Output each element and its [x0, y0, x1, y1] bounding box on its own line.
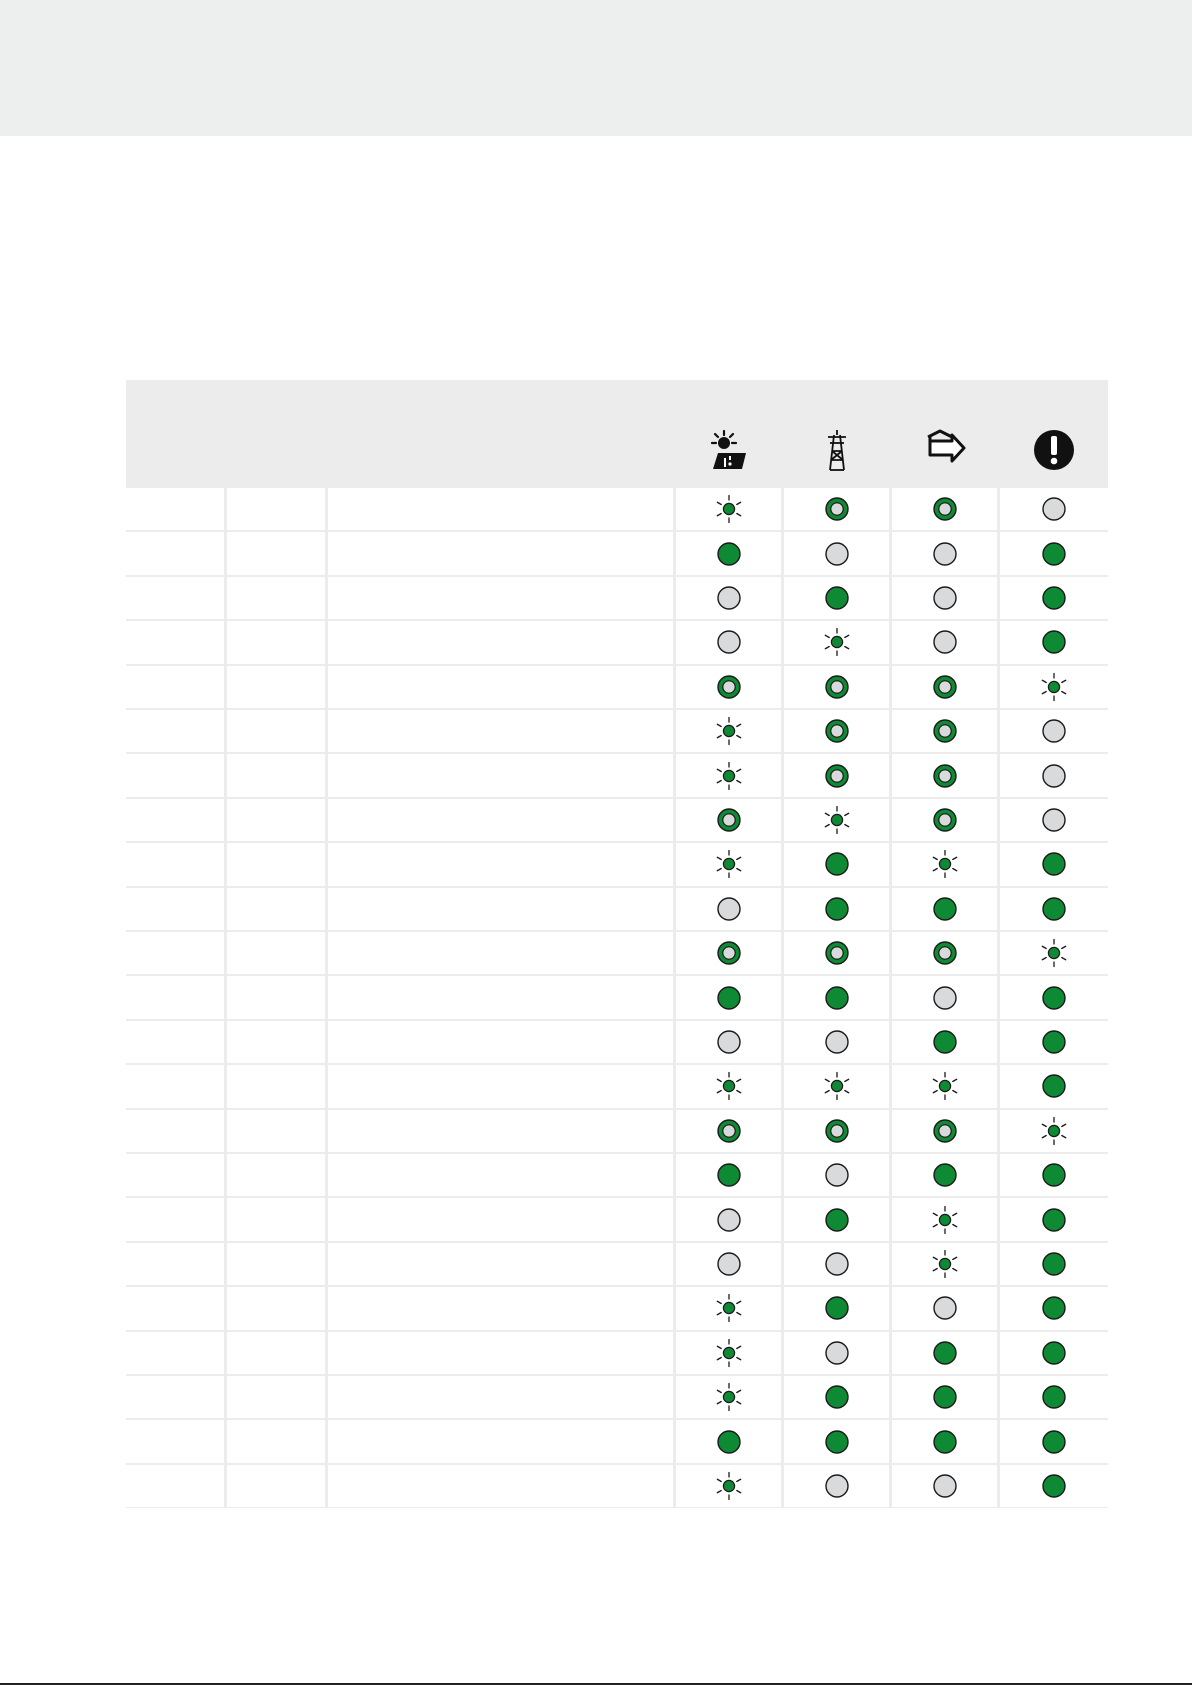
led-on-icon: [716, 985, 742, 1011]
led-on-icon: [1041, 896, 1067, 922]
header-cell-pv: [676, 413, 781, 486]
led-cell-backup: [892, 888, 997, 930]
header-cell-code: [126, 380, 224, 476]
led-cell-fault: [1000, 976, 1108, 1018]
row-code-cell: [126, 1465, 224, 1507]
row-description-cell: [328, 1376, 673, 1418]
led-on-icon: [716, 1429, 742, 1455]
led-cell-fault: [1000, 1198, 1108, 1240]
row-type-cell: [227, 1332, 325, 1374]
header-cell-backup: [892, 413, 997, 486]
row-description-cell: [328, 532, 673, 574]
header-cell-type: [227, 380, 325, 476]
led-on-icon: [932, 1340, 958, 1366]
led-on-icon: [932, 1429, 958, 1455]
led-cell-grid: [784, 1376, 889, 1418]
led-cell-grid: [784, 1110, 889, 1152]
row-code-cell: [126, 1021, 224, 1063]
led-cell-fault: [1000, 932, 1108, 974]
row-description-cell: [328, 710, 673, 752]
led-on-icon: [716, 541, 742, 567]
led-on-icon: [824, 1429, 850, 1455]
led-cell-backup: [892, 799, 997, 841]
row-code-cell: [126, 532, 224, 574]
row-code-cell: [126, 888, 224, 930]
led-cell-pv: [676, 1110, 781, 1152]
row-description-cell: [328, 1287, 673, 1329]
led-off-icon: [932, 985, 958, 1011]
row-description-cell: [328, 888, 673, 930]
led-cell-backup: [892, 1110, 997, 1152]
led-cell-fault: [1000, 1420, 1108, 1462]
row-type-cell: [227, 532, 325, 574]
row-code-cell: [126, 577, 224, 619]
led-on-icon: [1041, 1207, 1067, 1233]
led-cell-fault: [1000, 754, 1108, 796]
row-type-cell: [227, 1420, 325, 1462]
led-cell-grid: [784, 754, 889, 796]
led-cell-backup: [892, 488, 997, 530]
row-description-cell: [328, 1065, 673, 1107]
row-description-cell: [328, 577, 673, 619]
led-cell-pv: [676, 710, 781, 752]
led-off-icon: [932, 541, 958, 567]
row-code-cell: [126, 976, 224, 1018]
row-type-cell: [227, 1376, 325, 1418]
solar-panel-sun-icon: [706, 427, 752, 473]
led-ring-icon: [716, 807, 742, 833]
led-off-icon: [824, 1251, 850, 1277]
row-type-cell: [227, 799, 325, 841]
led-off-icon: [932, 585, 958, 611]
led-cell-fault: [1000, 577, 1108, 619]
row-code-cell: [126, 1110, 224, 1152]
row-code-cell: [126, 1376, 224, 1418]
row-description-cell: [328, 1198, 673, 1240]
led-cell-grid: [784, 799, 889, 841]
row-type-cell: [227, 1243, 325, 1285]
row-type-cell: [227, 843, 325, 885]
row-type-cell: [227, 754, 325, 796]
led-blink-icon: [932, 851, 958, 877]
led-ring-icon: [932, 940, 958, 966]
led-on-icon: [824, 896, 850, 922]
row-code-cell: [126, 843, 224, 885]
led-blink-icon: [716, 1384, 742, 1410]
led-cell-pv: [676, 754, 781, 796]
led-on-icon: [1041, 1029, 1067, 1055]
row-description-cell: [328, 1420, 673, 1462]
led-cell-grid: [784, 488, 889, 530]
led-on-icon: [824, 1295, 850, 1321]
led-blink-icon: [716, 851, 742, 877]
led-ring-icon: [716, 940, 742, 966]
led-cell-backup: [892, 1154, 997, 1196]
led-blink-icon: [824, 1073, 850, 1099]
led-cell-fault: [1000, 1110, 1108, 1152]
led-off-icon: [716, 1207, 742, 1233]
led-cell-fault: [1000, 1376, 1108, 1418]
led-blink-icon: [716, 1295, 742, 1321]
led-cell-backup: [892, 976, 997, 1018]
row-type-cell: [227, 1287, 325, 1329]
led-cell-backup: [892, 1332, 997, 1374]
led-on-icon: [824, 985, 850, 1011]
led-ring-icon: [932, 496, 958, 522]
led-blink-icon: [932, 1073, 958, 1099]
row-code-cell: [126, 1154, 224, 1196]
led-cell-pv: [676, 488, 781, 530]
led-cell-backup: [892, 1198, 997, 1240]
led-cell-fault: [1000, 710, 1108, 752]
row-code-cell: [126, 754, 224, 796]
led-cell-fault: [1000, 799, 1108, 841]
row-description-cell: [328, 488, 673, 530]
row-code-cell: [126, 621, 224, 663]
led-cell-backup: [892, 932, 997, 974]
led-cell-pv: [676, 1420, 781, 1462]
row-type-cell: [227, 621, 325, 663]
led-off-icon: [932, 629, 958, 655]
led-cell-fault: [1000, 621, 1108, 663]
led-cell-pv: [676, 843, 781, 885]
led-cell-backup: [892, 754, 997, 796]
led-cell-backup: [892, 1420, 997, 1462]
row-description-cell: [328, 1332, 673, 1374]
header-cell-led-group: [676, 380, 1108, 410]
led-cell-grid: [784, 532, 889, 574]
row-code-cell: [126, 932, 224, 974]
led-cell-pv: [676, 621, 781, 663]
row-type-cell: [227, 1465, 325, 1507]
led-cell-backup: [892, 1465, 997, 1507]
row-code-cell: [126, 488, 224, 530]
led-cell-grid: [784, 621, 889, 663]
led-off-icon: [932, 1295, 958, 1321]
header-cell-description: [328, 380, 673, 476]
led-on-icon: [932, 1384, 958, 1410]
led-cell-fault: [1000, 1287, 1108, 1329]
house-arrow-icon: [922, 427, 968, 473]
row-description-cell: [328, 666, 673, 708]
row-type-cell: [227, 1198, 325, 1240]
led-ring-icon: [716, 1118, 742, 1144]
led-cell-grid: [784, 1021, 889, 1063]
led-off-icon: [824, 1162, 850, 1188]
led-cell-backup: [892, 1243, 997, 1285]
led-cell-pv: [676, 1243, 781, 1285]
led-cell-pv: [676, 1065, 781, 1107]
row-type-cell: [227, 1154, 325, 1196]
led-cell-fault: [1000, 1021, 1108, 1063]
row-code-cell: [126, 1420, 224, 1462]
row-description-cell: [328, 1110, 673, 1152]
row-type-cell: [227, 1110, 325, 1152]
row-description-cell: [328, 1243, 673, 1285]
led-on-icon: [1041, 1251, 1067, 1277]
led-ring-icon: [824, 496, 850, 522]
led-blink-icon: [1041, 674, 1067, 700]
led-on-icon: [932, 1029, 958, 1055]
led-on-icon: [716, 1162, 742, 1188]
row-code-cell: [126, 666, 224, 708]
led-blink-icon: [716, 1340, 742, 1366]
led-cell-backup: [892, 666, 997, 708]
row-code-cell: [126, 1198, 224, 1240]
led-cell-pv: [676, 577, 781, 619]
row-type-cell: [227, 710, 325, 752]
led-ring-icon: [824, 940, 850, 966]
row-type-cell: [227, 1021, 325, 1063]
led-cell-pv: [676, 888, 781, 930]
led-cell-pv: [676, 1154, 781, 1196]
led-on-icon: [932, 1162, 958, 1188]
led-cell-pv: [676, 1376, 781, 1418]
led-off-icon: [716, 585, 742, 611]
led-cell-fault: [1000, 1154, 1108, 1196]
led-cell-grid: [784, 1243, 889, 1285]
led-on-icon: [1041, 1340, 1067, 1366]
row-description-cell: [328, 754, 673, 796]
led-ring-icon: [824, 674, 850, 700]
led-cell-pv: [676, 1332, 781, 1374]
led-cell-fault: [1000, 888, 1108, 930]
led-cell-grid: [784, 843, 889, 885]
led-cell-pv: [676, 1021, 781, 1063]
led-cell-fault: [1000, 1065, 1108, 1107]
led-cell-fault: [1000, 532, 1108, 574]
led-on-icon: [824, 1384, 850, 1410]
led-cell-grid: [784, 1154, 889, 1196]
row-type-cell: [227, 666, 325, 708]
led-blink-icon: [716, 1073, 742, 1099]
led-ring-icon: [932, 763, 958, 789]
led-off-icon: [1041, 807, 1067, 833]
led-blink-icon: [1041, 1118, 1067, 1144]
led-on-icon: [1041, 629, 1067, 655]
led-on-icon: [1041, 1073, 1067, 1099]
led-cell-backup: [892, 1021, 997, 1063]
led-blink-icon: [716, 763, 742, 789]
led-off-icon: [824, 541, 850, 567]
row-type-cell: [227, 1065, 325, 1107]
page-header-band: [0, 0, 1192, 136]
led-on-icon: [1041, 541, 1067, 567]
row-code-cell: [126, 1287, 224, 1329]
led-off-icon: [1041, 718, 1067, 744]
led-blink-icon: [824, 807, 850, 833]
led-on-icon: [1041, 1295, 1067, 1321]
led-cell-fault: [1000, 1332, 1108, 1374]
led-cell-backup: [892, 532, 997, 574]
led-cell-grid: [784, 1420, 889, 1462]
led-cell-pv: [676, 1465, 781, 1507]
led-cell-grid: [784, 1465, 889, 1507]
header-cell-fault: [1000, 413, 1108, 486]
led-ring-icon: [932, 718, 958, 744]
led-cell-fault: [1000, 488, 1108, 530]
row-description-cell: [328, 843, 673, 885]
led-cell-fault: [1000, 666, 1108, 708]
led-blink-icon: [1041, 940, 1067, 966]
led-off-icon: [1041, 763, 1067, 789]
exclamation-circle-icon: [1031, 427, 1077, 473]
led-off-icon: [824, 1029, 850, 1055]
row-code-cell: [126, 1243, 224, 1285]
led-cell-backup: [892, 843, 997, 885]
led-cell-grid: [784, 888, 889, 930]
led-on-icon: [1041, 1162, 1067, 1188]
led-cell-pv: [676, 1198, 781, 1240]
row-type-cell: [227, 888, 325, 930]
led-cell-grid: [784, 1287, 889, 1329]
led-on-icon: [824, 1207, 850, 1233]
row-description-cell: [328, 799, 673, 841]
led-cell-backup: [892, 710, 997, 752]
led-cell-pv: [676, 1287, 781, 1329]
led-cell-pv: [676, 666, 781, 708]
led-off-icon: [716, 629, 742, 655]
led-cell-pv: [676, 976, 781, 1018]
led-cell-fault: [1000, 1243, 1108, 1285]
led-on-icon: [1041, 1384, 1067, 1410]
led-blink-icon: [716, 496, 742, 522]
led-cell-pv: [676, 799, 781, 841]
led-on-icon: [1041, 1473, 1067, 1499]
led-ring-icon: [824, 763, 850, 789]
led-on-icon: [1041, 585, 1067, 611]
led-cell-grid: [784, 1198, 889, 1240]
led-cell-pv: [676, 532, 781, 574]
led-cell-pv: [676, 932, 781, 974]
led-ring-icon: [824, 718, 850, 744]
led-on-icon: [1041, 851, 1067, 877]
led-on-icon: [1041, 1429, 1067, 1455]
led-ring-icon: [932, 674, 958, 700]
row-type-cell: [227, 488, 325, 530]
led-off-icon: [716, 1251, 742, 1277]
led-status-table: [126, 380, 1108, 1508]
led-cell-grid: [784, 932, 889, 974]
led-cell-backup: [892, 577, 997, 619]
led-cell-grid: [784, 577, 889, 619]
led-cell-backup: [892, 1287, 997, 1329]
power-pylon-icon: [814, 427, 860, 473]
led-cell-grid: [784, 1065, 889, 1107]
row-code-cell: [126, 1332, 224, 1374]
led-off-icon: [716, 1029, 742, 1055]
led-cell-grid: [784, 976, 889, 1018]
led-off-icon: [824, 1340, 850, 1366]
led-on-icon: [1041, 985, 1067, 1011]
led-off-icon: [932, 1473, 958, 1499]
led-cell-backup: [892, 1065, 997, 1107]
led-blink-icon: [716, 1473, 742, 1499]
led-off-icon: [716, 896, 742, 922]
led-off-icon: [824, 1473, 850, 1499]
led-cell-grid: [784, 666, 889, 708]
led-ring-icon: [824, 1118, 850, 1144]
row-description-cell: [328, 1154, 673, 1196]
row-description-cell: [328, 1465, 673, 1507]
row-description-cell: [328, 621, 673, 663]
row-type-cell: [227, 976, 325, 1018]
led-blink-icon: [716, 718, 742, 744]
row-description-cell: [328, 976, 673, 1018]
led-ring-icon: [716, 674, 742, 700]
header-cell-grid: [784, 413, 889, 486]
led-ring-icon: [932, 1118, 958, 1144]
row-description-cell: [328, 932, 673, 974]
led-cell-backup: [892, 1376, 997, 1418]
led-blink-icon: [932, 1251, 958, 1277]
led-cell-grid: [784, 1332, 889, 1374]
led-on-icon: [932, 896, 958, 922]
led-off-icon: [1041, 496, 1067, 522]
led-cell-fault: [1000, 843, 1108, 885]
row-description-cell: [328, 1021, 673, 1063]
row-code-cell: [126, 1065, 224, 1107]
led-on-icon: [824, 585, 850, 611]
led-cell-grid: [784, 710, 889, 752]
row-type-cell: [227, 577, 325, 619]
row-code-cell: [126, 710, 224, 752]
led-cell-fault: [1000, 1465, 1108, 1507]
row-type-cell: [227, 932, 325, 974]
led-on-icon: [824, 851, 850, 877]
led-ring-icon: [932, 807, 958, 833]
led-cell-backup: [892, 621, 997, 663]
row-code-cell: [126, 799, 224, 841]
led-blink-icon: [932, 1207, 958, 1233]
led-blink-icon: [824, 629, 850, 655]
